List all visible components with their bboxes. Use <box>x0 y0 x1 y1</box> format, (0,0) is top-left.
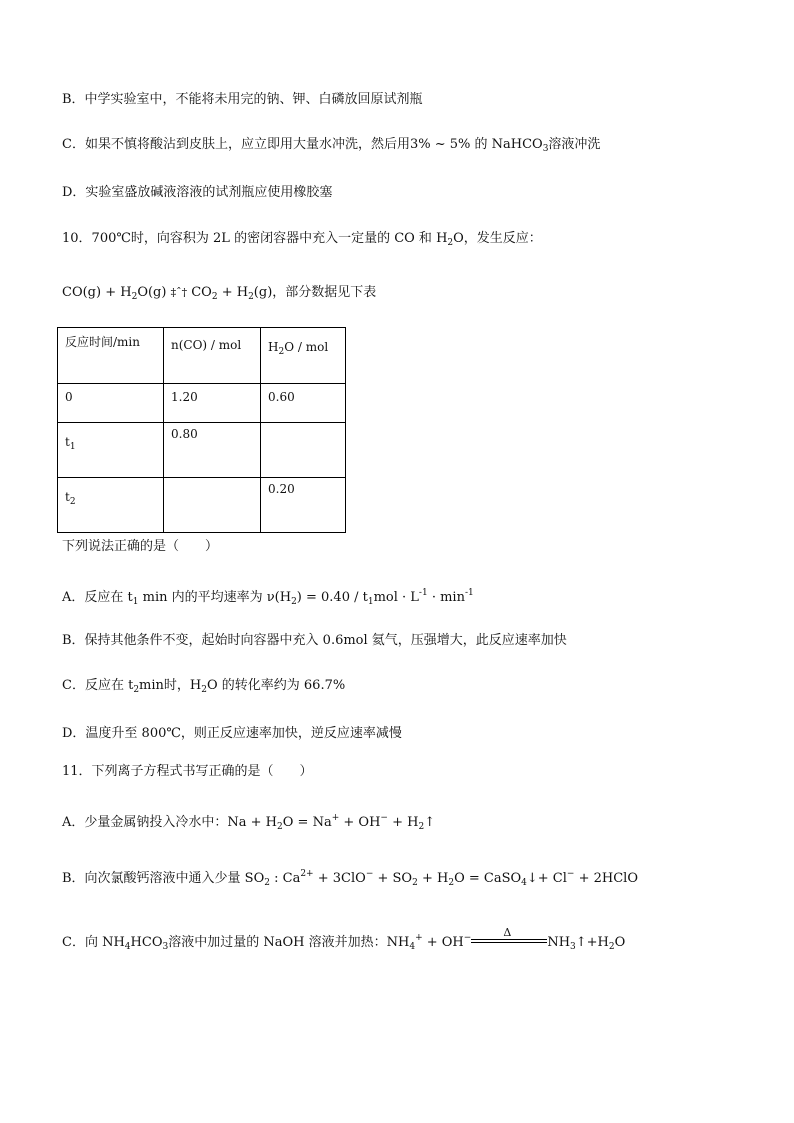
opt-text: C．反应在 t <box>62 678 134 693</box>
opt-text: min 内的平均速率为 ν(H <box>138 590 292 605</box>
q10-intro-text: 10．700℃时，向容积为 2L 的密闭容器中充入一定量的 CO 和 H <box>62 231 448 246</box>
opt-sup: -1 <box>464 588 474 598</box>
opt-text: HCO <box>130 935 163 950</box>
q9-c-sub: 3 <box>542 144 549 154</box>
opt-text: : Ca <box>269 871 301 886</box>
opt-text: + OH <box>422 935 464 950</box>
table-row <box>58 384 346 423</box>
table-row <box>58 423 346 478</box>
opt-sup: − <box>463 933 472 943</box>
opt-sub: 2 <box>448 878 455 888</box>
opt-sub: 2 <box>412 878 418 888</box>
header-sub: 2 <box>278 347 285 357</box>
opt-text: ↑+H <box>575 935 609 950</box>
opt-sub: 4 <box>521 878 527 888</box>
q9-option-c <box>62 135 600 159</box>
table-cell <box>58 478 164 533</box>
table-cell: 0.60 <box>261 384 346 423</box>
table-cell <box>58 423 164 478</box>
q11-option-a <box>62 808 435 837</box>
q9-option-d: D．实验室盛放碱液溶液的试剂瓶应使用橡胶塞 <box>62 185 333 200</box>
opt-text: A．反应在 t <box>62 590 133 605</box>
opt-sup: -1 <box>418 588 428 598</box>
q10-equation <box>62 283 376 307</box>
table-cell <box>164 478 261 533</box>
table-cell <box>261 423 346 478</box>
opt-text: + OH <box>339 815 381 830</box>
q10-option-a <box>62 583 474 612</box>
opt-sub: 2 <box>608 942 615 952</box>
opt-text: + 2HClO <box>574 871 638 886</box>
opt-text: ) = 0.40 / t <box>296 590 368 605</box>
q11-option-c <box>62 925 626 957</box>
opt-text: 溶液中加过量的 NaOH 溶液并加热：NH <box>168 935 410 950</box>
opt-text: A．少量金属钠投入冷水中：Na + H <box>62 815 278 830</box>
opt-text: C．向 NH <box>62 935 125 950</box>
equals-bar <box>471 942 547 943</box>
header-text: 反应时间/min <box>65 335 140 349</box>
table-cell: 0 <box>58 384 164 423</box>
opt-sup: − <box>365 869 374 879</box>
cell-text: t <box>65 490 70 504</box>
q11-intro: 11．下列离子方程式书写正确的是（ ） <box>62 764 313 779</box>
q10-intro <box>62 229 542 253</box>
cell-sub: 2 <box>69 497 76 507</box>
opt-sub: 2 <box>264 878 270 888</box>
opt-sup: 2+ <box>300 869 314 879</box>
opt-sup: − <box>566 869 575 879</box>
q9-option-b: B．中学实验室中，不能将未用完的钠、钾、白磷放回原试剂瓶 <box>62 92 423 107</box>
opt-text: O = Na <box>282 815 332 830</box>
opt-text: + H <box>387 815 419 830</box>
q9-c-text: C．如果不慎将酸沾到皮肤上，应立即用大量水冲洗，然后用3% ~ 5% 的 NaHCO <box>62 137 543 152</box>
opt-sub: 4 <box>124 942 131 952</box>
table-header-nco <box>164 328 261 384</box>
opt-sup: − <box>380 813 388 823</box>
header-text: H <box>268 340 279 354</box>
table-header-time <box>58 328 164 384</box>
opt-sub: 3 <box>162 942 169 952</box>
table-row <box>58 478 346 533</box>
table-cell: 0.20 <box>261 478 346 533</box>
opt-text: ↓+ Cl <box>526 871 567 886</box>
cell-text: t <box>65 435 70 449</box>
header-text: n(CO) / mol <box>171 338 242 352</box>
opt-sub: 3 <box>570 942 576 952</box>
opt-text: O = CaSO <box>454 871 522 886</box>
opt-sub: 1 <box>132 597 139 607</box>
opt-text: + H <box>417 871 449 886</box>
q10-intro-sub: 2 <box>447 238 454 248</box>
q9-c-text-end: 溶液冲洗 <box>548 137 601 152</box>
opt-sub: 2 <box>418 822 425 832</box>
cell-sub: 1 <box>69 442 76 452</box>
opt-text: + 3ClO <box>313 871 366 886</box>
q11-option-b <box>62 864 638 893</box>
equals-bar <box>471 939 547 940</box>
opt-sub: 2 <box>291 597 297 607</box>
opt-text: B．向次氯酸钙溶液中通入少量 SO <box>62 871 265 886</box>
eq-part-e: (g)，部分数据见下表 <box>253 285 377 300</box>
delta-symbol: Δ <box>503 925 512 939</box>
opt-sup: + <box>415 933 423 943</box>
opt-sup: + <box>331 813 340 823</box>
opt-text: + SO <box>373 871 413 886</box>
eq-part-d: + H <box>217 285 249 300</box>
eq-sub-d: 2 <box>248 292 254 302</box>
table-cell: 0.80 <box>164 423 261 478</box>
table-cell: 1.20 <box>164 384 261 423</box>
q10-option-b: B．保持其他条件不变，起始时向容器中充入 0.6mol 氦气，压强增大，此反应速率加快 <box>62 633 567 648</box>
header-text: O / mol <box>284 340 329 354</box>
eq-part-c: CO <box>187 285 212 300</box>
opt-text: min时，H <box>139 678 202 693</box>
opt-sub: 2 <box>133 685 140 695</box>
opt-text: ↑ <box>424 815 436 830</box>
eq-part-b: O(g) <box>137 285 171 300</box>
q10-option-c <box>62 676 345 700</box>
eq-sub-c: 2 <box>211 292 218 302</box>
opt-sub: 1 <box>367 597 374 607</box>
heating-equals-sign <box>471 925 547 953</box>
opt-sub: 2 <box>277 822 283 832</box>
equilibrium-arrows: ‡ˆ† <box>170 286 188 299</box>
q10-intro-text-end: O，发生反应： <box>453 231 542 246</box>
table-header-h2o <box>261 328 346 384</box>
opt-sub: 4 <box>409 942 416 952</box>
q10-question: 下列说法正确的是（ ） <box>62 539 219 554</box>
opt-text: O 的转化率约为 66.7% <box>206 678 346 693</box>
data-table <box>57 327 346 533</box>
opt-text: mol · L <box>373 590 419 605</box>
opt-text: O <box>614 935 626 950</box>
opt-text: · min <box>427 590 465 605</box>
opt-sub: 2 <box>201 685 207 695</box>
eq-part-a: CO(g) + H <box>62 285 132 300</box>
eq-sub-a: 2 <box>131 292 138 302</box>
opt-text: NH <box>547 935 571 950</box>
q10-option-d: D．温度升至 800℃，则正反应速率加快，逆反应速率减慢 <box>62 726 402 741</box>
